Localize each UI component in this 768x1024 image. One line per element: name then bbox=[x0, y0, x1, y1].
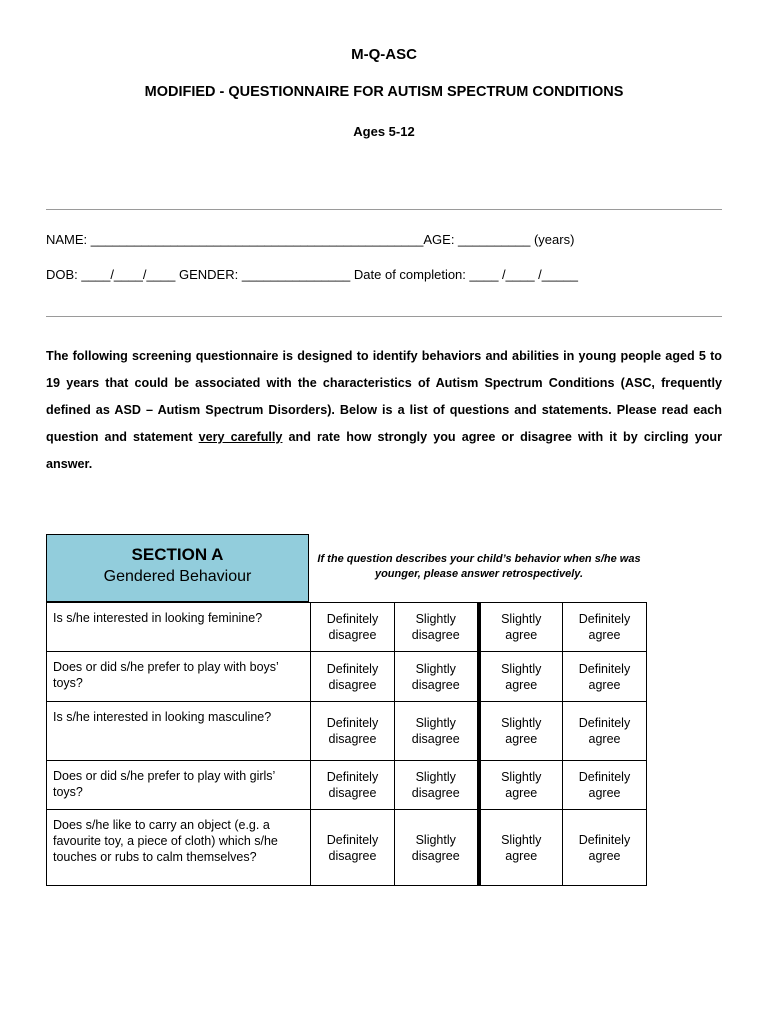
document-title: M-Q-ASC bbox=[351, 46, 417, 63]
instructions-paragraph bbox=[46, 343, 722, 478]
option-definitely-agree[interactable] bbox=[563, 810, 647, 886]
option-definitely-agree[interactable] bbox=[563, 761, 647, 810]
option-line: agree bbox=[588, 848, 621, 863]
option-line: disagree bbox=[328, 628, 377, 642]
option-definitely-agree[interactable] bbox=[563, 652, 647, 702]
option-slightly-agree[interactable] bbox=[479, 603, 563, 652]
document-subtitle: MODIFIED - QUESTIONNAIRE FOR AUTISM SPECTRUM CONDITIONS bbox=[144, 84, 624, 100]
option-slightly-disagree[interactable] bbox=[395, 652, 479, 702]
option-line: Slightly bbox=[501, 716, 542, 730]
option-slightly-disagree[interactable] bbox=[395, 702, 479, 761]
option-line: agree bbox=[505, 732, 538, 746]
option-line: Slightly bbox=[415, 832, 456, 847]
option-line: Slightly bbox=[415, 661, 456, 676]
option-line: Slightly bbox=[501, 770, 542, 784]
section-header bbox=[46, 534, 309, 602]
option-line: agree bbox=[588, 732, 621, 746]
option-line: Definitely bbox=[578, 612, 631, 626]
option-line: disagree bbox=[411, 786, 460, 800]
option-line: Definitely bbox=[326, 661, 379, 676]
option-line: Definitely bbox=[326, 716, 379, 730]
dob-gender-date-field[interactable]: DOB: ____/____/____ GENDER: _______________ Date of completion: ____ /____ /_____ bbox=[46, 267, 578, 282]
option-line: Slightly bbox=[501, 832, 542, 847]
option-definitely-disagree[interactable] bbox=[311, 603, 395, 652]
option-definitely-disagree[interactable] bbox=[311, 761, 395, 810]
question-text: Does or did s/he prefer to play with boys’ toys? bbox=[47, 652, 311, 702]
option-line: disagree bbox=[411, 677, 460, 692]
option-slightly-disagree[interactable] bbox=[395, 603, 479, 652]
question-text: Does or did s/he prefer to play with girls’ toys? bbox=[47, 761, 311, 810]
question-table bbox=[46, 602, 647, 886]
instructions-text-start: The following screening questionnaire is designed to identify behaviors and abilities in young people aged 5 to 19 years that could be associated with the characteristics of Autism Spectrum Conditions (ASC, frequently defined as ASD – Autism Spectrum Disorders). Below is a list of questions and statements. Please read each question and statement bbox=[46, 349, 722, 444]
option-slightly-agree[interactable] bbox=[479, 761, 563, 810]
option-line: agree bbox=[505, 786, 538, 800]
option-line: agree bbox=[588, 786, 621, 800]
option-line: Definitely bbox=[578, 832, 631, 847]
option-line: agree bbox=[588, 628, 621, 642]
instructions-text-end: and rate how strongly you agree or disagree with it by circling your answer. bbox=[46, 430, 722, 471]
option-line: Slightly bbox=[415, 770, 456, 784]
divider-bottom bbox=[46, 316, 722, 317]
option-definitely-disagree[interactable] bbox=[311, 652, 395, 702]
option-slightly-agree[interactable] bbox=[479, 810, 563, 886]
section-subtitle: Gendered Behaviour bbox=[103, 568, 252, 585]
option-line: Slightly bbox=[501, 661, 542, 676]
option-line: Definitely bbox=[578, 770, 631, 784]
option-line: Slightly bbox=[501, 612, 542, 626]
option-line: disagree bbox=[411, 732, 460, 746]
option-definitely-disagree[interactable] bbox=[311, 702, 395, 761]
option-definitely-agree[interactable] bbox=[563, 603, 647, 652]
divider-top bbox=[46, 209, 722, 210]
option-line: disagree bbox=[328, 732, 377, 746]
option-line: agree bbox=[505, 628, 538, 642]
table-row bbox=[47, 603, 647, 652]
option-slightly-disagree[interactable] bbox=[395, 810, 479, 886]
option-line: disagree bbox=[328, 677, 377, 692]
option-slightly-agree[interactable] bbox=[479, 702, 563, 761]
option-line: disagree bbox=[328, 786, 377, 800]
option-slightly-agree[interactable] bbox=[479, 652, 563, 702]
option-definitely-disagree[interactable] bbox=[311, 810, 395, 886]
option-line: agree bbox=[505, 677, 538, 692]
option-line: Definitely bbox=[326, 612, 379, 626]
option-line: Definitely bbox=[326, 832, 379, 847]
option-line: disagree bbox=[328, 848, 377, 863]
option-line: Definitely bbox=[326, 770, 379, 784]
section-title: SECTION A bbox=[131, 545, 224, 564]
option-line: Slightly bbox=[415, 612, 456, 626]
option-definitely-agree[interactable] bbox=[563, 702, 647, 761]
instructions-emphasis: very carefully bbox=[198, 430, 283, 444]
table-row bbox=[47, 810, 647, 886]
option-slightly-disagree[interactable] bbox=[395, 761, 479, 810]
name-age-field[interactable]: NAME: ______________________________________________AGE: __________ (years) bbox=[46, 232, 575, 247]
age-range: Ages 5-12 bbox=[353, 124, 415, 139]
question-text: Does s/he like to carry an object (e.g. a favourite toy, a piece of cloth) which s/he touches or rubs to calm themselves? bbox=[47, 810, 311, 886]
section-note: If the question describes your child’s behavior when s/he was younger, please answer retrospectively. bbox=[317, 553, 641, 580]
table-row bbox=[47, 652, 647, 702]
option-line: agree bbox=[505, 848, 538, 863]
table-row bbox=[47, 761, 647, 810]
option-line: disagree bbox=[411, 848, 460, 863]
option-line: Definitely bbox=[578, 716, 631, 730]
question-text: Is s/he interested in looking feminine? bbox=[47, 603, 311, 652]
option-line: disagree bbox=[411, 628, 460, 642]
option-line: Slightly bbox=[415, 716, 456, 730]
option-line: agree bbox=[588, 677, 621, 692]
question-text: Is s/he interested in looking masculine? bbox=[47, 702, 311, 761]
option-line: Definitely bbox=[578, 661, 631, 676]
table-row bbox=[47, 702, 647, 761]
